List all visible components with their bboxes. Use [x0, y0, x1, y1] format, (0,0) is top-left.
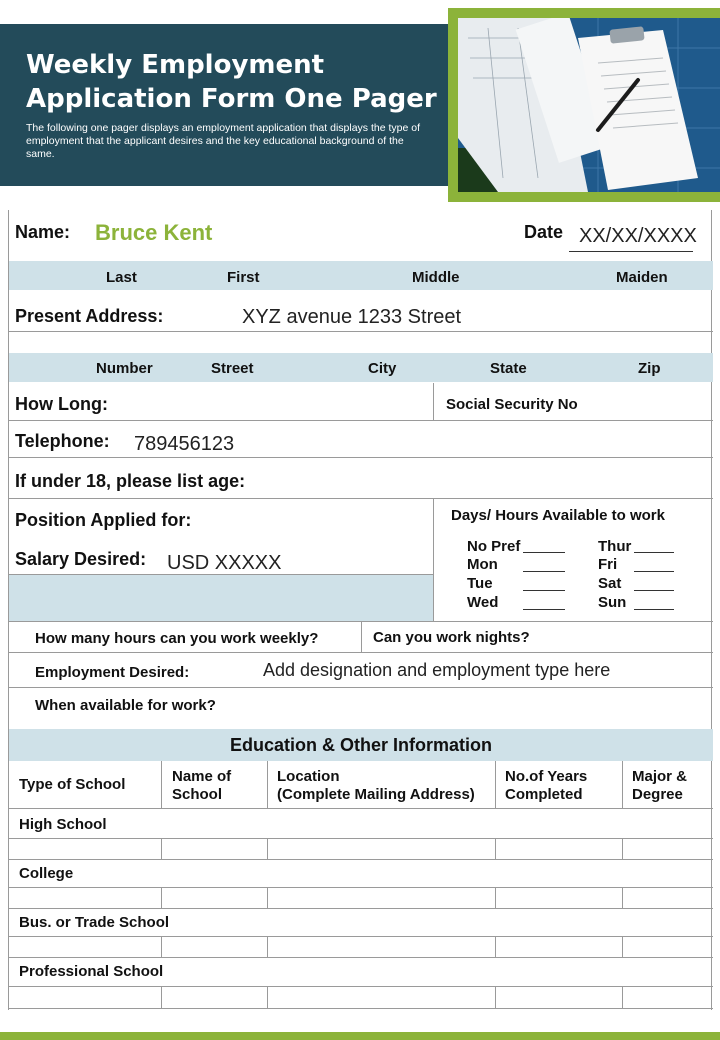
day-mon-blank[interactable] — [523, 571, 565, 572]
row-divider — [9, 652, 713, 653]
day-no-pref-blank[interactable] — [523, 552, 565, 553]
header-banner — [0, 24, 448, 186]
column-divider — [267, 761, 268, 808]
row-divider — [9, 936, 713, 937]
column-divider — [433, 383, 434, 420]
row-divider — [9, 887, 713, 888]
address-part-zip: Zip — [638, 360, 661, 377]
row-divider — [9, 498, 713, 499]
address-part-city: City — [368, 360, 397, 377]
days-hours-heading: Days/ Hours Available to work — [451, 507, 665, 524]
row-divider — [9, 908, 713, 909]
column-divider — [267, 887, 268, 908]
name-part-first: First — [227, 269, 260, 286]
col-years-line2: Completed — [505, 786, 583, 803]
nights-label: Can you work nights? — [373, 629, 530, 646]
page-description: The following one pager displays an employment application that displays the type of employment that the applicant desires and the key educational background of the same. — [26, 122, 420, 160]
bottom-accent-bar — [0, 1032, 720, 1040]
date-value[interactable]: XX/XX/XXXX — [579, 225, 697, 247]
date-underline — [569, 251, 693, 252]
day-thur: Thur — [598, 538, 632, 555]
col-major-line2: Degree — [632, 786, 683, 803]
day-mon: Mon — [467, 556, 498, 573]
column-divider — [161, 838, 162, 859]
day-no-pref: No Pref — [467, 538, 521, 555]
name-part-middle: Middle — [412, 269, 460, 286]
name-label: Name: — [15, 222, 71, 242]
col-type-of-school: Type of School — [19, 776, 126, 793]
date-label: Date — [524, 222, 564, 242]
day-fri: Fri — [598, 556, 618, 573]
row-divider — [9, 838, 713, 839]
column-divider — [622, 986, 623, 1008]
column-divider — [622, 838, 623, 859]
day-tue: Tue — [467, 575, 493, 592]
column-divider — [433, 498, 434, 621]
day-sun-blank[interactable] — [634, 609, 674, 610]
name-part-last: Last — [106, 269, 137, 286]
table-bottom-border — [9, 1008, 713, 1009]
address-part-number: Number — [96, 360, 153, 377]
column-divider — [161, 936, 162, 957]
row-divider — [9, 859, 713, 860]
day-wed-blank[interactable] — [523, 609, 565, 610]
day-sat: Sat — [598, 575, 622, 592]
col-major-line1: Major & — [632, 768, 688, 785]
salary-value[interactable]: USD XXXXX — [167, 552, 282, 574]
day-sat-blank[interactable] — [634, 590, 674, 591]
column-divider — [622, 887, 623, 908]
how-long-label: How Long: — [15, 394, 108, 414]
employment-value[interactable]: Add designation and employment type here — [263, 660, 611, 680]
edu-row-high-school: High School — [19, 816, 107, 833]
edu-row-trade-school: Bus. or Trade School — [19, 914, 170, 931]
address-value[interactable]: XYZ avenue 1233 Street — [242, 306, 462, 328]
column-divider — [495, 986, 496, 1008]
row-divider — [9, 687, 713, 688]
day-tue-blank[interactable] — [523, 590, 565, 591]
employment-form — [8, 210, 712, 1010]
row-divider — [9, 420, 713, 421]
column-divider — [622, 936, 623, 957]
address-part-state: State — [490, 360, 527, 377]
salary-label: Salary Desired: — [15, 549, 147, 569]
address-label: Present Address: — [15, 306, 164, 326]
column-divider — [267, 986, 268, 1008]
day-thur-blank[interactable] — [634, 552, 674, 553]
hours-weekly-label: How many hours can you work weekly? — [35, 630, 319, 647]
col-location-line2: (Complete Mailing Address) — [277, 786, 475, 803]
column-divider — [267, 936, 268, 957]
column-divider — [622, 761, 623, 808]
column-divider — [495, 887, 496, 908]
column-divider — [495, 761, 496, 808]
row-divider — [9, 457, 713, 458]
row-divider — [9, 331, 713, 332]
row-divider — [9, 957, 713, 958]
column-divider — [267, 838, 268, 859]
row-divider — [9, 986, 713, 987]
day-fri-blank[interactable] — [634, 571, 674, 572]
day-sun: Sun — [598, 594, 627, 611]
column-divider — [361, 621, 362, 652]
col-name-of-school-line1: Name of — [172, 768, 232, 785]
page-title: Weekly Employment Application Form One Pager — [26, 50, 437, 114]
row-divider — [9, 808, 713, 809]
column-divider — [161, 761, 162, 808]
column-divider — [161, 986, 162, 1008]
column-divider — [161, 887, 162, 908]
address-part-street: Street — [211, 360, 254, 377]
name-value[interactable]: Bruce Kent — [95, 220, 213, 245]
blank-shaded-cell — [9, 575, 433, 621]
position-label: Position Applied for: — [15, 510, 192, 530]
col-location-line1: Location — [277, 768, 340, 785]
col-name-of-school-line2: School — [172, 786, 223, 803]
employment-label: Employment Desired: — [35, 664, 190, 681]
edu-row-professional-school: Professional School — [19, 963, 164, 980]
document-clipboard-photo — [458, 18, 720, 192]
day-wed: Wed — [467, 594, 499, 611]
telephone-value[interactable]: 789456123 — [134, 433, 235, 455]
edu-row-college: College — [19, 865, 74, 882]
column-divider — [495, 936, 496, 957]
telephone-label: Telephone: — [15, 431, 110, 451]
name-part-maiden: Maiden — [616, 269, 668, 286]
ssn-label: Social Security No — [446, 396, 578, 413]
age-label: If under 18, please list age: — [15, 471, 246, 491]
column-divider — [495, 838, 496, 859]
education-heading: Education & Other Information — [229, 735, 492, 755]
col-years-line1: No.of Years — [505, 768, 588, 785]
available-label: When available for work? — [35, 697, 216, 714]
